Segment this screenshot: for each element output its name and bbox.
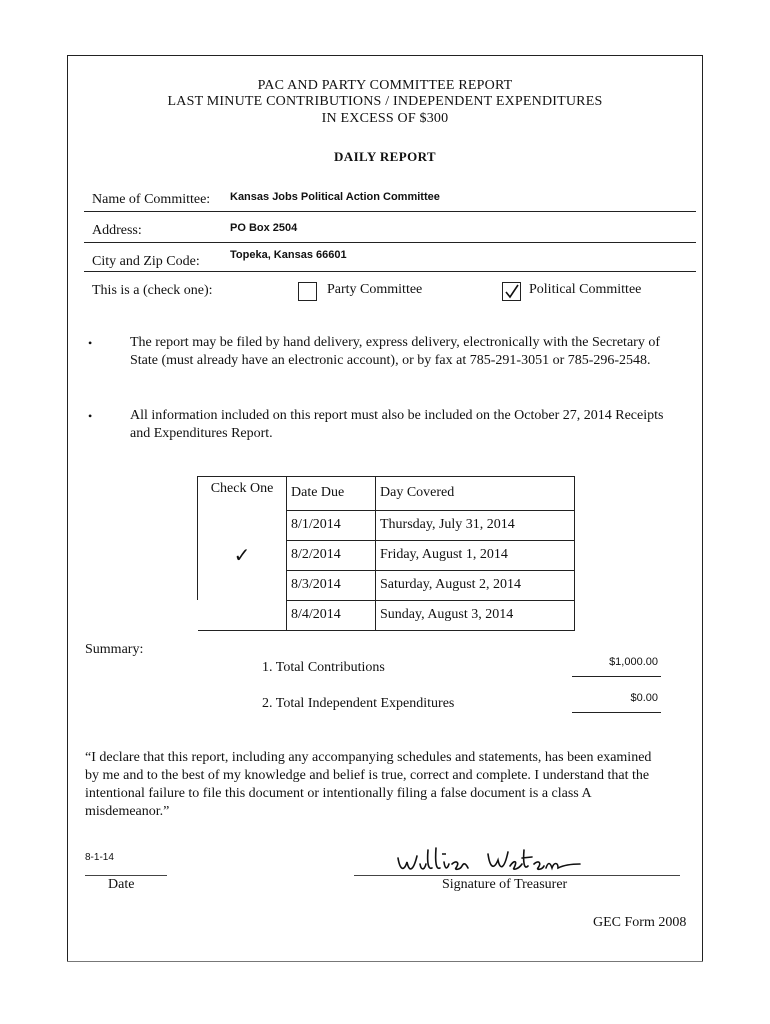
header-check-one: Check One: [198, 477, 287, 511]
city-zip-label: City and Zip Code:: [92, 254, 200, 269]
committee-name-value[interactable]: Kansas Jobs Political Action Committee: [230, 191, 440, 203]
check-one-label: This is a (check one):: [92, 283, 213, 298]
total-expenditures-value[interactable]: $0.00: [630, 692, 658, 704]
check-cell[interactable]: [198, 570, 287, 600]
header-date-due: Date Due: [287, 477, 376, 511]
treasurer-signature[interactable]: [390, 842, 590, 878]
political-committee-label: Political Committee: [529, 282, 642, 297]
form-title-line2: LAST MINUTE CONTRIBUTIONS / INDEPENDENT EXPENDITURES: [167, 94, 603, 109]
filing-instructions-line1: The report may be filed by hand delivery, express delivery, electronically with the Secretary of: [130, 335, 660, 350]
date-value[interactable]: 8-1-14: [85, 852, 114, 863]
declaration-line1: “I declare that this report, including any accompanying schedules and statements, has been examined: [85, 750, 652, 765]
bullet-2: •: [88, 409, 93, 423]
form-title-line3: IN EXCESS OF $300: [321, 111, 449, 126]
total-contributions-rule: [572, 676, 661, 677]
summary-label: Summary:: [85, 642, 144, 657]
date-due-cell: 8/1/2014: [287, 510, 376, 540]
committee-rule: [84, 211, 696, 212]
coverage-table: [197, 476, 575, 631]
check-cell[interactable]: ✓: [198, 540, 287, 570]
check-cell[interactable]: [198, 510, 287, 540]
table-row: [198, 600, 575, 630]
filing-instructions: [130, 334, 660, 370]
address-rule: [84, 242, 696, 243]
date-label: Date: [108, 877, 135, 892]
party-committee-checkbox[interactable]: [298, 282, 317, 301]
day-covered-cell: Saturday, August 2, 2014: [376, 570, 575, 600]
city-zip-rule: [84, 271, 696, 272]
declaration-line3: intentional failure to file this document or intentionally filing a false document is a class A: [85, 786, 592, 801]
total-expenditures-rule: [572, 712, 661, 713]
declaration-line4: misdemeanor.”: [85, 804, 170, 819]
checkmark-icon: [503, 283, 520, 300]
form-title-line1: PAC AND PARTY COMMITTEE REPORT: [257, 78, 513, 93]
daily-report-heading: DAILY REPORT: [334, 149, 436, 164]
city-zip-value[interactable]: Topeka, Kansas 66601: [230, 249, 347, 261]
coverage-header-row: [198, 477, 575, 511]
bullet-1: •: [88, 336, 93, 350]
page-bottom-border: [67, 961, 703, 962]
report-inclusion-line1: All information included on this report must also be included on the October 27, 2014 Receipts: [130, 408, 664, 423]
date-rule: [85, 875, 167, 876]
address-label: Address:: [92, 223, 142, 238]
header-day-covered: Day Covered: [376, 477, 575, 511]
political-committee-checkbox[interactable]: [502, 282, 521, 301]
total-expenditures-label: 2. Total Independent Expenditures: [262, 696, 455, 711]
filing-instructions-line2: State (must already have an electronic account), or by fax at 785-291-3051 or 785-296-2548.: [130, 353, 651, 368]
check-cell[interactable]: [198, 600, 287, 630]
total-contributions-value[interactable]: $1,000.00: [609, 656, 658, 668]
table-row: [198, 540, 575, 570]
date-due-cell: 8/3/2014: [287, 570, 376, 600]
address-value[interactable]: PO Box 2504: [230, 222, 298, 234]
date-due-cell: 8/4/2014: [287, 600, 376, 630]
report-inclusion-note: [130, 407, 663, 443]
day-covered-cell: Thursday, July 31, 2014: [376, 510, 575, 540]
report-inclusion-line2: and Expenditures Report.: [130, 426, 273, 441]
committee-name-label: Name of Committee:: [92, 192, 211, 207]
total-contributions-label: 1. Total Contributions: [262, 660, 385, 675]
day-covered-cell: Friday, August 1, 2014: [376, 540, 575, 570]
table-row: [198, 510, 575, 540]
signature-rule: [354, 875, 680, 876]
table-row: [198, 570, 575, 600]
date-due-cell: 8/2/2014: [287, 540, 376, 570]
form-number: GEC Form 2008: [593, 915, 687, 930]
party-committee-label: Party Committee: [327, 282, 423, 297]
signature-label: Signature of Treasurer: [442, 877, 568, 892]
declaration-text: [85, 749, 697, 821]
day-covered-cell: Sunday, August 3, 2014: [376, 600, 575, 630]
declaration-line2: by me and to the best of my knowledge and belief is true, correct and complete. I understand that the: [85, 768, 650, 783]
